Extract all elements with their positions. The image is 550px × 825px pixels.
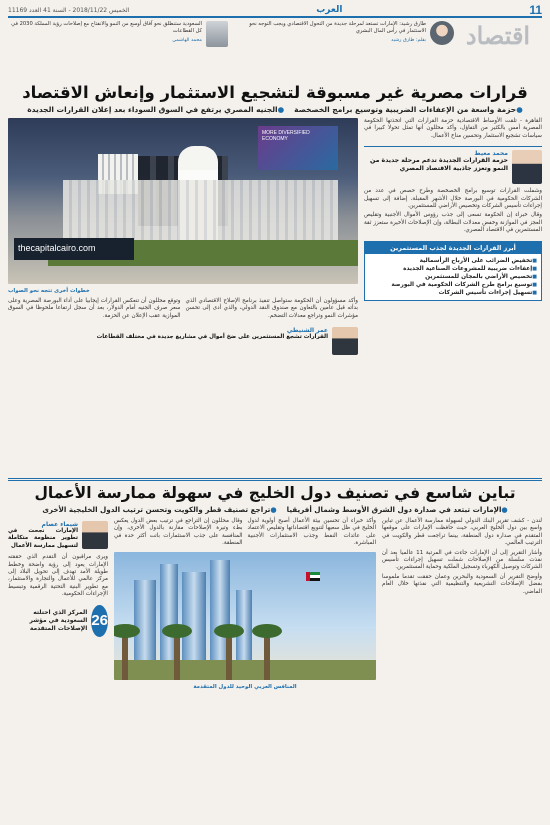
body-paragraph: لندن - كشف تقرير البنك الدولي لسهولة ممارسة الأعمال عن تباين واسع بين دول الخليج العربي، حيث حافظت الإمارات على موقعها المتقدم في صدارة دول المنطقة، بينما تراجعت قطر والكويت في الترتيب العالمي. [382, 518, 542, 547]
newspaper-brand: العرب [316, 5, 343, 15]
palm-tree [264, 634, 270, 680]
story2-subheads [8, 505, 542, 514]
text-column: وأكد مسؤولون أن الحكومة ستواصل تنفيذ برنامج الإصلاح الاقتصادي الذي بدأته قبل عامين بالتعاون مع صندوق النقد الدولي، والذي أدى إلى تحسن مؤشرات النمو وتراجع معدلات التضخم. [185, 298, 358, 319]
profile-photo [512, 150, 542, 184]
profile-name: محمد معيط [474, 150, 508, 158]
exhibition-screen: MORE DIVERSIFIED ECONOMY [258, 126, 338, 170]
text-column: وأكد خبراء أن تحسين بيئة الأعمال أصبح أولوية لدول الخليج في ظل سعيها لتنويع اقتصاداتها وتقليص الاعتماد على عائدات النفط وجذب الاستثمارات الأجنبية المباشرة. [247, 518, 376, 547]
text-column: وتوقع محللون أن تنعكس القرارات إيجابيا على أداء البورصة المصرية وعلى سعر صرف الجنيه أمام الدولار، بعد أن سجل ارتفاعا ملحوظا في السوق الموازية عقب الإعلان عن الحزمة. [8, 298, 181, 319]
box-item: ■ تخفيض الضرائب على الأرباح الرأسمالية [369, 257, 537, 265]
story2-right-column [382, 518, 542, 690]
byline-profile [8, 521, 108, 550]
uae-flag [306, 572, 320, 581]
byline-name: شيماء عصام [41, 521, 78, 528]
story1-headline: قرارات مصرية غير مسبوقة لتشجيع الاستثمار وإنعاش الاقتصاد [22, 83, 528, 102]
teaser-text: السعودية ستنطلق نحو آفاق أوسع من النمو والانفتاح مع إصلاحات رؤية المملكة 2030 في كل القطاعات [11, 21, 202, 34]
ground [114, 660, 376, 680]
teaser-item[interactable] [234, 21, 454, 83]
byline-quote: الإمارات نجحت في تطوير منظومة متكاملة لتسهيل ممارسة الأعمال [8, 528, 78, 549]
capital-website-sign: thecapitalcairo.com [14, 238, 134, 260]
box-item: ■ إعفاءات ضريبية للمشروعات الصناعية الجديدة [369, 265, 537, 273]
body-paragraph: وأوضح التقرير أن السعودية والبحرين وعمان حققت تقدما ملموسا بفضل الإصلاحات التشريعية والتنظيمية التي نفذتها خلال العام الماضي. [382, 573, 542, 595]
story1-subhead: ● الجنيه المصري يرتفع في السوق السوداء بعد إعلان القرارات الجديدة [27, 105, 284, 114]
page-number: 11 [529, 3, 542, 17]
teaser-caption: محمد الهاشمي [172, 38, 202, 43]
story1-lead [364, 118, 542, 142]
body-paragraph: وأشار التقرير إلى أن الإمارات جاءت في المرتبة 11 عالميا بعد أن نفذت سلسلة من الإصلاحات شملت تسهيل إجراءات تأسيس الشركات وتوصيل الكهرباء وتسجيل الملكية وحماية المستثمرين. [382, 549, 542, 571]
quote-profile [364, 146, 542, 184]
story2-mid-text [114, 518, 376, 548]
columnist-photo [206, 21, 228, 47]
issue-date: الخميس 2018/11/22 - السنة 41 العدد 11169 [8, 6, 130, 14]
palm-tree [226, 634, 232, 680]
stat-number: 26 [91, 605, 108, 637]
body-paragraph: وقال خبراء إن الحكومة تسعى إلى جذب رؤوس الأموال الأجنبية وتقليص العجز في الموازنة وخفض معدلات البطالة، وإن الإصلاحات الأخيرة ستعزز ثقة المستثمرين في الاقتصاد المصري. [364, 212, 542, 234]
photo-caption: خطوات أخرى تتجه نحو الصواب [8, 288, 90, 294]
palm-tree [174, 634, 180, 680]
story2 [8, 518, 542, 690]
columnist-photo [430, 21, 454, 45]
text-column: وقال محللون إن التراجع في ترتيب بعض الدول يعكس بطء وتيرة الإصلاحات مقارنة بالدول الأخرى، وإن المنافسة على جذب الاستثمارات باتت أكثر حدة في المنطقة. [114, 518, 243, 547]
teasers [8, 21, 454, 83]
story2-headline: تباين شاسع في تصنيف دول الخليج في سهولة ممارسة الأعمال [34, 484, 516, 502]
skyscraper [182, 572, 206, 660]
box-title: أبرز القرارات الجديدة لجذب المستثمرين [365, 242, 541, 254]
skyscraper [134, 580, 156, 660]
teaser-item[interactable] [8, 21, 228, 83]
story1-left-column [8, 118, 358, 475]
story1-subhead: ● حزمة واسعة من الإعفاءات الضريبية وتوسيع برامج الخصخصة [294, 105, 523, 114]
stat-badge [8, 605, 108, 637]
body-paragraph: وشملت القرارات توسيع برامج الخصخصة وطرح حصص في عدد من الشركات الحكومية في البورصة خلال الأشهر المقبلة، إضافة إلى تسهيل إجراءات تأسيس الشركات وتخصيص الأراضي للمستثمرين. [364, 188, 542, 210]
lead-paragraph: القاهرة - تلقت الأوساط الاقتصادية حزمة القرارات التي اتخذتها الحكومة المصرية أمس بالكثير من التفاؤل، وأكد محللون أنها تمثل تحولا كبيرا في سياسات تشجيع الاستثمار وتحسين مناخ الأعمال. [364, 118, 542, 139]
box-item: ■ تسهيل إجراءات تأسيس الشركات [369, 289, 537, 297]
byline-photo [332, 327, 358, 355]
page-header-bar [8, 4, 542, 18]
story2-left-column [8, 518, 108, 690]
byline-quote: القرارات تشجع المستثمرين على ضخ أموال في مشاريع جديدة في مختلف القطاعات [96, 334, 328, 341]
story2-left-text: ويرى مراقبون أن التقدم الذي حققته الإمارات يعود إلى رؤية واضحة وخطط طويلة الأمد تهدف إلى تحويل البلاد إلى مركز عالمي للأعمال والتجارة والاستثمار، مع تطوير البنية التحتية الرقمية وتبسيط الإجراءات الحكومية. [8, 554, 108, 598]
stat-text: المركز الذي احتلته السعودية في مؤشر الإصلاحات المتقدمة [29, 608, 88, 632]
key-decisions-box [364, 241, 542, 301]
byline-name: عمر الشنيطي [286, 327, 328, 335]
teaser-text: طارق رشيد: الإمارات تستعد لمرحلة جديدة من التحول الاقتصادي ويجب التوجه نحو الاستثمار في رأس المال البشري [249, 21, 426, 34]
section-block [454, 21, 542, 83]
photo-caption: المنافس العربي الوحيد للدول المتقدمة [193, 683, 297, 690]
abu-dhabi-skyline-photo [114, 552, 376, 680]
palm-tree [122, 634, 128, 680]
story2-middle [114, 518, 376, 690]
teaser-caption: بقلم: طارق رشيد [391, 38, 426, 43]
section-divider [8, 478, 542, 481]
byline-profile [8, 327, 358, 355]
profile-quote: حزمة القرارات الجديدة تدعم مرحلة جديدة من النمو وتعزز جاذبية الاقتصاد المصري [370, 157, 508, 173]
masthead [8, 21, 542, 83]
byline-photo [82, 521, 108, 549]
story2-subhead: ● تراجع تصنيف قطر والكويت وتحسن ترتيب الدول الخليجية الأخرى [42, 505, 276, 514]
section-title: اقتصاد [465, 21, 531, 50]
story1-left-text [8, 298, 358, 320]
story1 [8, 118, 542, 475]
box-item: ■ توسيع برامج طرح الشركات الحكومية في البورصة [369, 281, 537, 289]
box-item: ■ تخصيص الأراضي بالمجان للمستثمرين [369, 273, 537, 281]
story1-subheads [8, 105, 542, 114]
story1-right-column [364, 118, 542, 475]
story2-subhead: ● الإمارات تبتعد في صدارة دول الشرق الأوسط وشمال أفريقيا [287, 505, 508, 514]
capital-model-photo [8, 118, 358, 284]
story1-body-right [364, 188, 542, 236]
